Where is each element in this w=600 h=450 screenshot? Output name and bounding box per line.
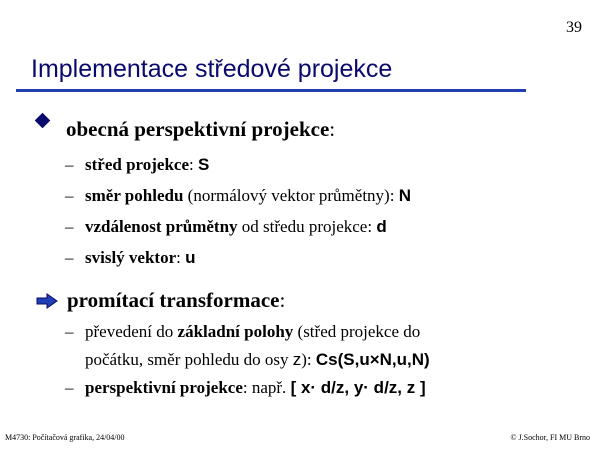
section-colon: : xyxy=(279,288,286,312)
dash: – xyxy=(65,378,74,397)
item-term: perspektivní projekce xyxy=(85,378,243,397)
footer-copyright: © J.Sochor, FI MU Brno xyxy=(510,433,590,442)
item-symbol: S xyxy=(198,155,210,174)
list-item xyxy=(65,374,430,402)
item-text: převedení do xyxy=(85,322,178,341)
item-symbol: d xyxy=(376,217,387,236)
item-text: od středu projekce: xyxy=(237,217,377,236)
dash: – xyxy=(65,322,74,341)
slide-number: 39 xyxy=(566,19,582,36)
list-item xyxy=(65,149,411,180)
projection-formula: [ x· d/z, y· d/z, z ] xyxy=(290,378,426,397)
item-symbol: u xyxy=(185,248,196,267)
dash: – xyxy=(65,186,74,205)
item-line-1 xyxy=(85,318,430,346)
transform-steps-list xyxy=(65,318,430,402)
section-heading: promítací transformace xyxy=(67,288,280,312)
item-symbol: N xyxy=(398,186,411,205)
dash: – xyxy=(65,248,74,267)
item-term: směr pohledu xyxy=(85,186,184,205)
projection-parameters-list xyxy=(65,149,411,273)
transform-formula: Cs(S,u×N,u,N) xyxy=(315,350,430,369)
item-line-2 xyxy=(85,346,430,374)
slide-title: Implementace středové projekce xyxy=(31,55,393,83)
list-item xyxy=(65,242,411,273)
item-term: vzdálenost průmětny xyxy=(85,217,238,236)
item-term: střed projekce xyxy=(85,155,190,174)
item-text: : xyxy=(176,248,186,267)
item-text: počátku, směr pohledu do osy xyxy=(85,350,293,369)
item-term: základní polohy xyxy=(177,322,294,341)
diamond-bullet-icon xyxy=(36,125,48,137)
footer-course: M4730: Počítačová grafika, 24/04/00 xyxy=(5,433,125,442)
item-term: svislý vektor xyxy=(85,248,177,267)
section-heading: obecná perspektivní projekce xyxy=(66,117,330,141)
axis-symbol: z xyxy=(292,350,302,369)
item-text: (normálový vektor průmětny): xyxy=(183,186,399,205)
item-text: : xyxy=(189,155,199,174)
dash: – xyxy=(65,155,74,174)
item-text: (střed projekce do xyxy=(293,322,421,341)
list-item xyxy=(65,211,411,242)
section-general-perspective xyxy=(36,117,335,142)
item-text: : např. xyxy=(242,378,291,397)
item-text: ): xyxy=(301,350,316,369)
section-colon: : xyxy=(329,117,336,141)
title-underline xyxy=(16,89,526,92)
right-arrow-bullet-icon xyxy=(36,291,60,312)
list-item xyxy=(65,180,411,211)
right-arrow-icon xyxy=(36,293,58,309)
section-projection-transform xyxy=(36,288,285,313)
dash: – xyxy=(65,217,74,236)
list-item xyxy=(65,318,430,374)
